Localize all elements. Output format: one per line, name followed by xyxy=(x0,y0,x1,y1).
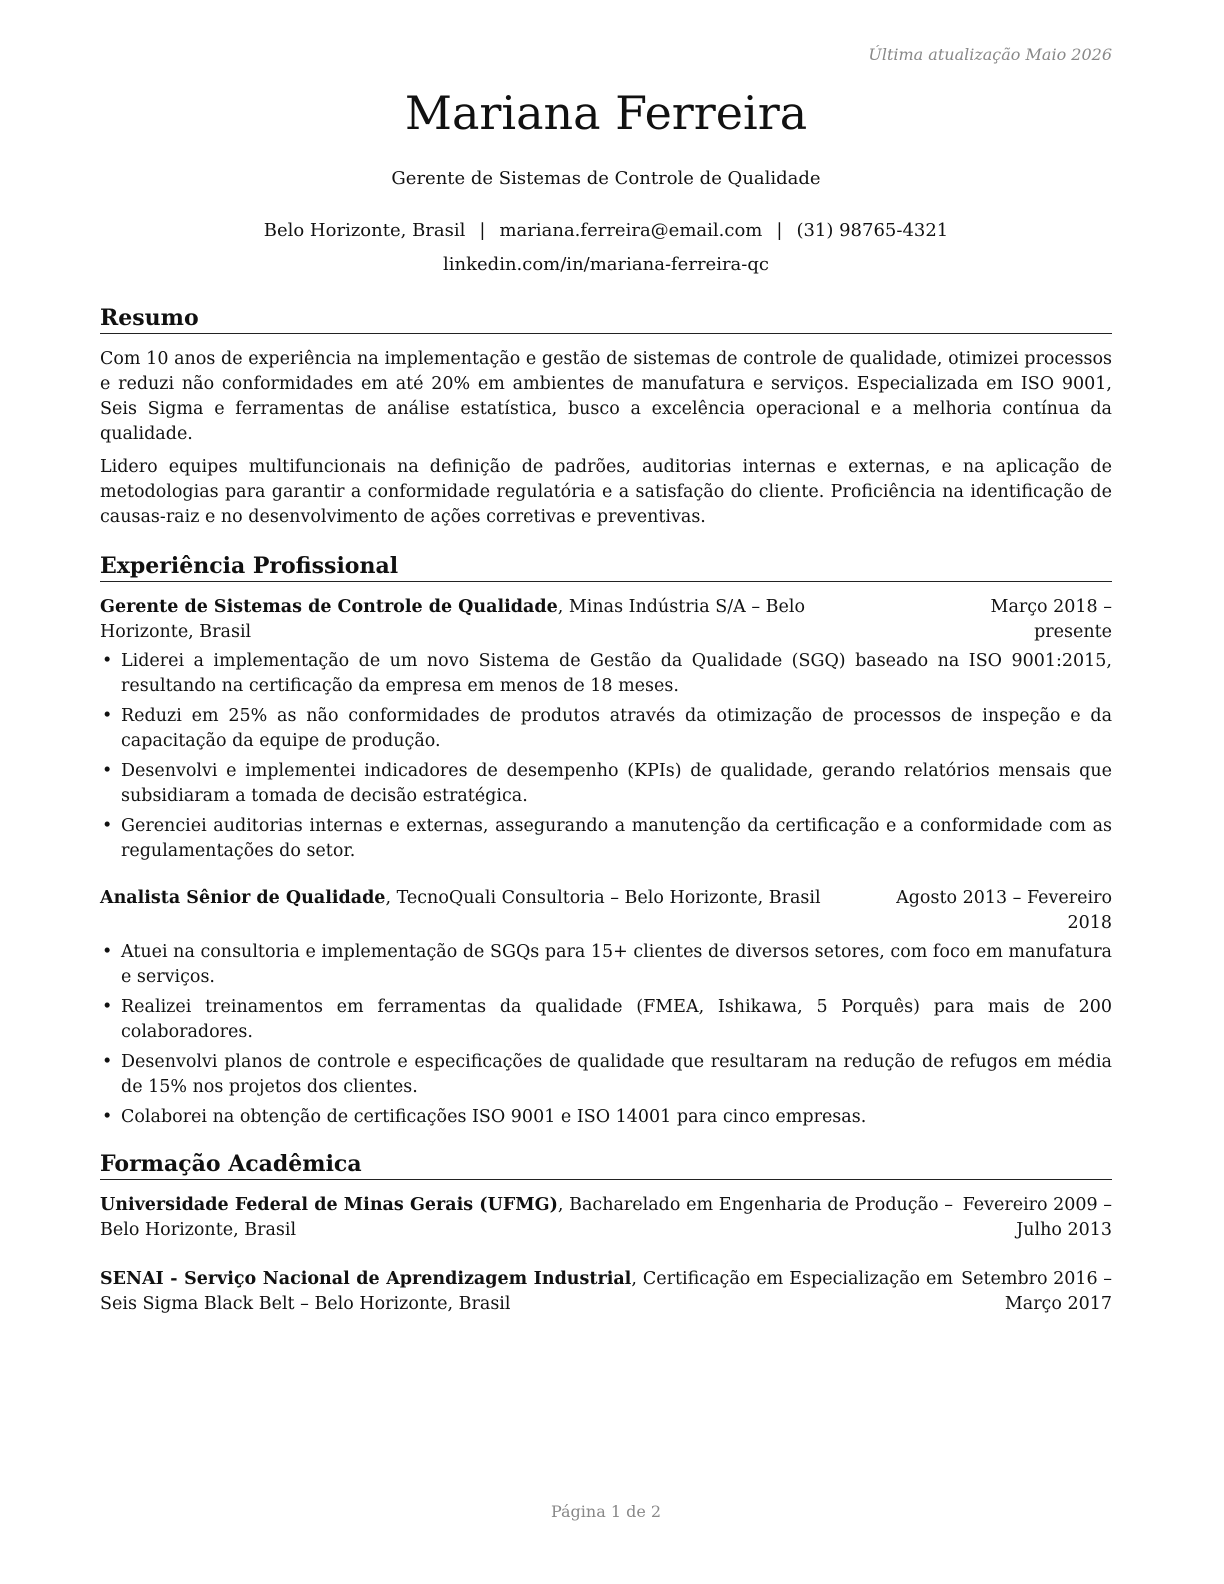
list-item: • Gerenciei auditorias internas e externas, assegurando a manutenção da certificação e a conformidade com as regulamentações do setor. xyxy=(100,814,1112,864)
separator: | xyxy=(479,220,486,241)
education-dates: Setembro 2016 – Março 2017 xyxy=(961,1269,1112,1314)
education-item xyxy=(100,1267,1112,1317)
phone: (31) 98765-4321 xyxy=(796,220,949,241)
job-title: Gerente de Sistemas de Controle de Qualidade xyxy=(391,168,821,189)
education-section xyxy=(100,1150,1112,1317)
job-bullets xyxy=(100,649,1112,864)
summary-section xyxy=(100,304,1112,530)
job-dates: Agosto 2013 – Fevereiro 2018 xyxy=(896,888,1112,933)
job-company: , Minas Indústria S/A – Belo Horizonte, Brasil xyxy=(100,597,805,642)
list-item: • Reduzi em 25% as não conformidades de produtos através da otimização de processos de inspeção e da capacitação da equipe de produção. xyxy=(100,704,1112,754)
email-link[interactable]: mariana.ferreira@email.com xyxy=(499,220,763,241)
education-institution: Universidade Federal de Minas Gerais (UFMG) xyxy=(100,1195,558,1215)
summary-paragraph: Lidero equipes multifuncionais na definição de padrões, auditorias internas e externas, e na aplicação de metodologias para garantir a conformidade regulatória e a satisfação do cliente. Proficiência na identificação de causas-raiz e no desenvolvimento de ações corretivas e preventivas. xyxy=(100,457,1112,527)
job-role: Analista Sênior de Qualidade xyxy=(100,888,386,908)
summary-paragraph: Com 10 anos de experiência na implementação e gestão de sistemas de controle de qualidade, otimizei processos e reduzi não conformidades em até 20% em ambientes de manufatura e serviços. Especializada em ISO 9001, Seis Sigma e ferramentas de análise estatística, busco a excelência operacional e a melhoria contínua da qualidade. xyxy=(100,349,1112,444)
education-detail: , Bacharelado em Engenharia de Produção – Belo Horizonte, Brasil xyxy=(100,1195,953,1240)
list-item: • Liderei a implementação de um novo Sistema de Gestão da Qualidade (SGQ) baseado na ISO 9001:2015, resultando na certificação da empresa em menos de 18 meses. xyxy=(100,649,1112,699)
education-detail: , Certificação em Especialização em Seis Sigma Black Belt – Belo Horizonte, Brasil xyxy=(100,1269,953,1314)
education-institution: SENAI - Serviço Nacional de Aprendizagem Industrial xyxy=(100,1269,632,1289)
list-item: • Desenvolvi e implementei indicadores de desempenho (KPIs) de qualidade, gerando relatórios mensais que subsidiaram a tomada de decisão estratégica. xyxy=(100,759,1112,809)
location: Belo Horizonte, Brasil xyxy=(263,220,466,241)
education-dates: Fevereiro 2009 – Julho 2013 xyxy=(962,1195,1112,1240)
job-dates: Março 2018 – presente xyxy=(990,597,1112,642)
section-title-summary: Resumo xyxy=(100,304,1112,334)
job-role: Gerente de Sistemas de Controle de Qualidade xyxy=(100,597,558,617)
list-item: • Realizei treinamentos em ferramentas da qualidade (FMEA, Ishikawa, 5 Porquês) para mais de 200 colaboradores. xyxy=(100,995,1112,1045)
resume-content xyxy=(100,304,1112,1341)
experience-section xyxy=(100,552,1112,1130)
candidate-name: Mariana Ferreira xyxy=(404,86,808,140)
job-bullets xyxy=(100,940,1112,1130)
list-item: • Atuei na consultoria e implementação de SGQs para 15+ clientes de diversos setores, com foco em manufatura e serviços. xyxy=(100,940,1112,990)
job-header xyxy=(100,886,1112,936)
contact-line xyxy=(0,220,1212,241)
section-title-experience: Experiência Profissional xyxy=(100,552,1112,582)
separator: | xyxy=(776,220,783,241)
linkedin-link[interactable]: linkedin.com/in/mariana-ferreira-qc xyxy=(443,254,769,275)
section-title-education: Formação Acadêmica xyxy=(100,1150,1112,1180)
page-number: Página 1 de 2 xyxy=(550,1502,662,1521)
education-item xyxy=(100,1193,1112,1243)
last-updated: Última atualização Maio 2026 xyxy=(868,45,1112,64)
job-header xyxy=(100,595,1112,645)
list-item: • Colaborei na obtenção de certificações ISO 9001 e ISO 14001 para cinco empresas. xyxy=(100,1105,1112,1130)
list-item: • Desenvolvi planos de controle e especificações de qualidade que resultaram na redução de refugos em média de 15% nos projetos dos clientes. xyxy=(100,1050,1112,1100)
job-company: , TecnoQuali Consultoria – Belo Horizonte, Brasil xyxy=(385,888,821,908)
